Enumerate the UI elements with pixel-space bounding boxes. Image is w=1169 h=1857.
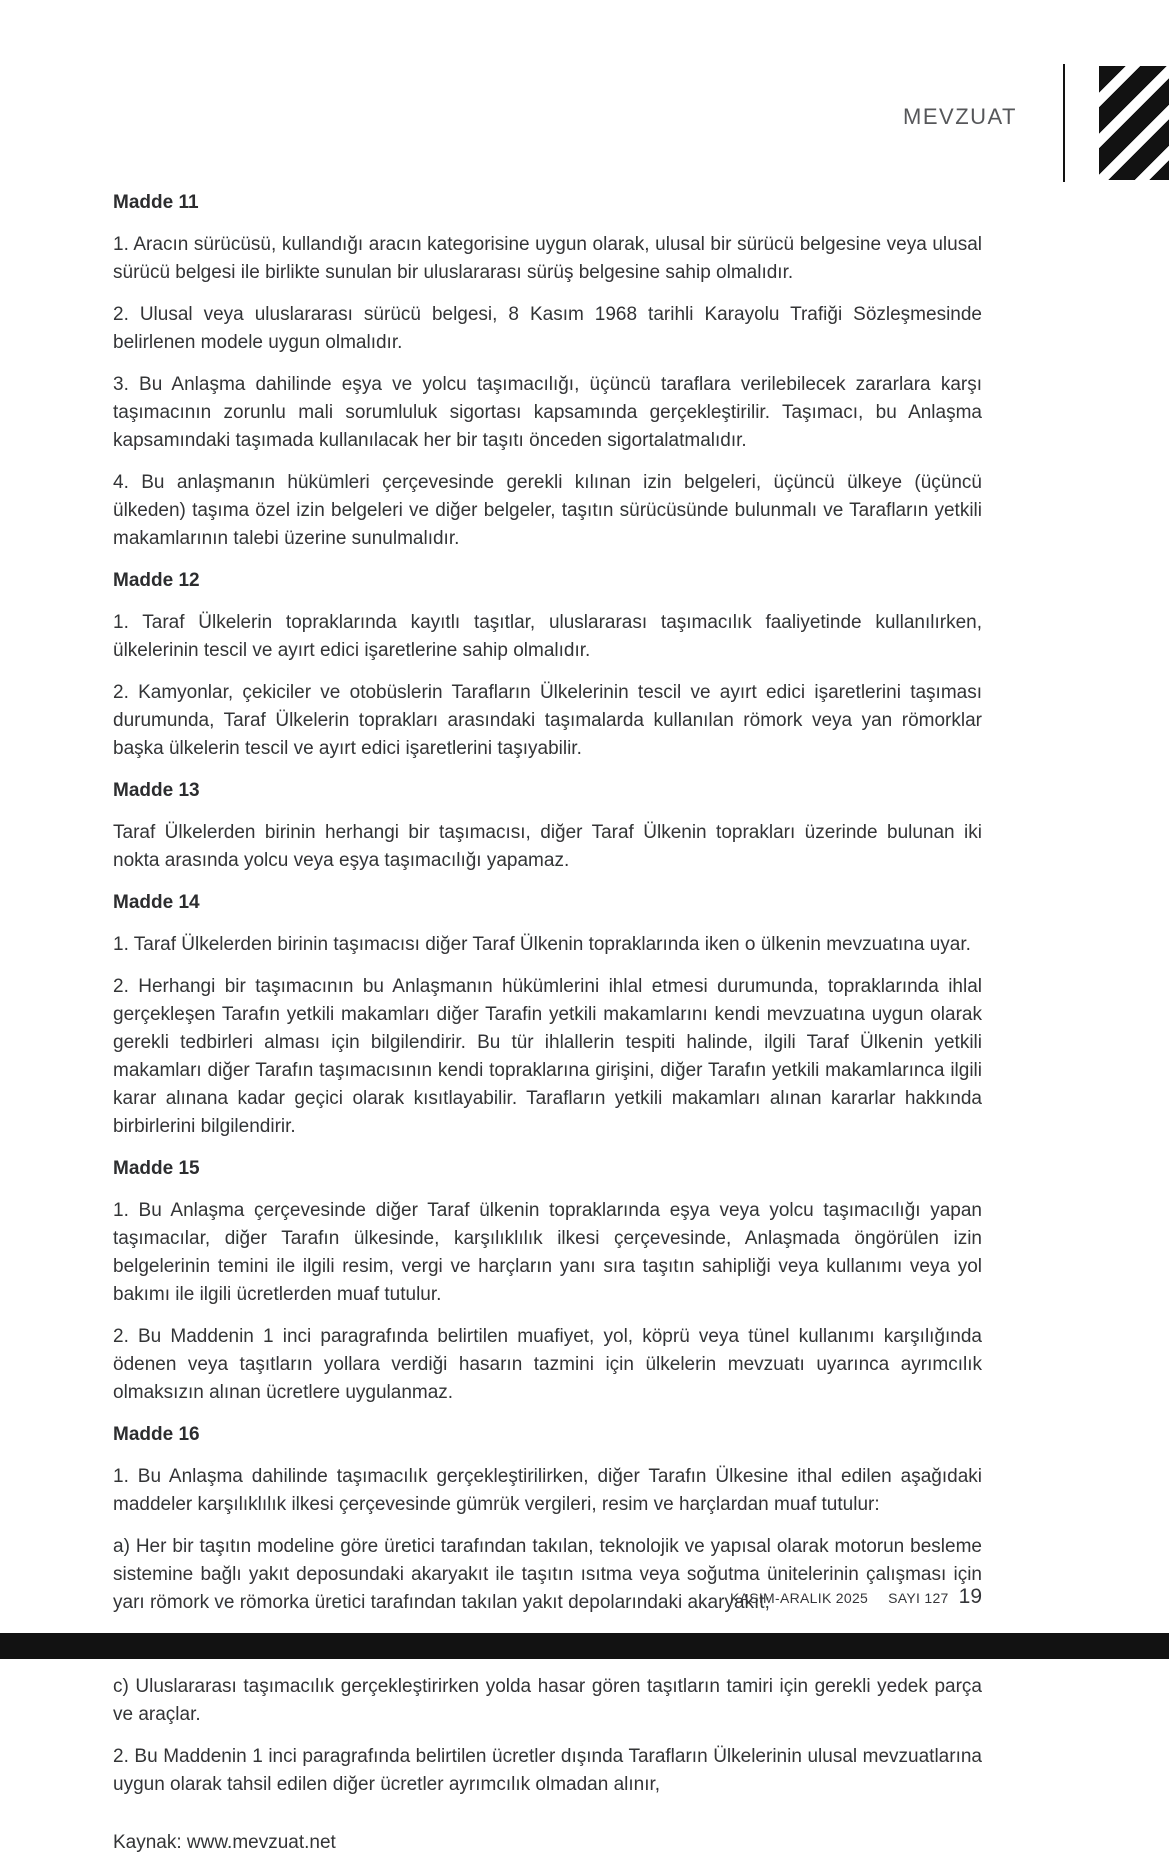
article-paragraph: Taraf Ülkelerden birinin herhangi bir taşımacısı, diğer Taraf Ülkenin toprakları üzerinde bulunan iki nokta arasında yolcu veya eşya taşımacılığı yapamaz. [113,822,982,871]
article-paragraph: 3. Bu Anlaşma dahilinde eşya ve yolcu taşımacılığı, üçüncü taraflara verilebilecek zararlara karşı taşımacının zorunlu mali sorumluluk sigortası kapsamında gerçekleştirilir. Taşımacı, bu Anlaşma kapsamındaki taşımada kullanılacak her bir taşıtı önceden sigortalatmalıdır. [113,374,982,451]
page-footer [730,1585,982,1609]
article-paragraph: 2. Bu Maddenin 1 inci paragrafında belirtilen ücretler dışında Tarafların Ülkelerinin ulusal mevzuatlarına uygun olarak tahsil edilen diğer ücretler ayrımcılık olmadan alınır, [113,1746,982,1795]
article-paragraph: 1. Bu Anlaşma çerçevesinde diğer Taraf ülkenin topraklarında eşya veya yolcu taşımacılığı yapan taşımacılar, diğer Tarafın ülkesinde, karşılıklılık ilkesi çerçevesinde, Anlaşmada öngörülen izin belgelerinin temini ile ilgili resim, vergi ve harçların yanı sıra taşıtın sahipliği veya kullanımı veya yol bakımı ile ilgili ücretlerden muaf tutulur. [113,1200,982,1305]
article-heading: Madde 14 [113,892,200,913]
footer-page-number: 19 [958,1585,982,1608]
article-paragraph: 2. Bu Maddenin 1 inci paragrafında belirtilen muafiyet, yol, köprü veya tünel kullanımı karşılığında ödenen veya taşıtların yollara verdiği hasarın tazmini için ülkelerin mevzuatı uyarınca ayrımcılık olmaksızın alınan ücretlere uygulanmaz. [113,1326,982,1403]
article-heading: Madde 16 [113,1424,200,1445]
article-paragraph: 4. Bu anlaşmanın hükümleri çerçevesinde gerekli kılınan izin belgeleri, üçüncü ülkeye (üçüncü ülkeden) taşıma özel izin belgeleri ve diğer belgeler, taşıtın sürücüsünde bulunmalı ve Tarafların yetkili makamlarının talebi üzerine sunulmalıdır. [113,472,982,549]
article-paragraph: 1. Bu Anlaşma dahilinde taşımacılık gerçekleştirilirken, diğer Tarafın Ülkesine ithal edilen aşağıdaki maddeler karşılıklılık ilkesi çerçevesinde gümrük vergileri, resim ve harçlardan muaf tutulur: [113,1466,982,1515]
article-paragraph: 2. Kamyonlar, çekiciler ve otobüslerin Tarafların Ülkelerinin tescil ve ayırt edici işaretlerini taşıması durumunda, Taraf Ülkelerin toprakları arasındaki taşımalarda kullanılan römork veya yan römorklar başka ülkelerin tescil ve ayırt edici işaretlerini taşıyabilir. [113,682,982,759]
article-paragraph: 1. Aracın sürücüsü, kullandığı aracın kategorisine uygun olarak, ulusal bir sürücü belgesine veya ulusal sürücü belgesi ile birlikte sunulan bir uluslararası sürüş belgesine sahip olmalıdır. [113,234,982,283]
article-heading: Madde 15 [113,1158,200,1179]
diagonal-stripes-logo-icon [1099,66,1169,180]
article-heading: Madde 11 [113,192,199,213]
masthead-divider [1063,64,1065,182]
source-line: Kaynak: www.mevzuat.net [113,1832,336,1853]
article-heading: Madde 12 [113,570,200,591]
bottom-bar [0,1633,1169,1659]
articles-container [113,189,982,1799]
article-paragraph: c) Uluslararası taşımacılık gerçekleştirirken yolda hasar gören taşıtların tamiri için gerekli yedek parça ve araçlar. [113,1676,982,1725]
footer-issue-label: SAYI 127 [888,1590,949,1606]
masthead-title: MEVZUAT [903,104,1017,129]
article-paragraph: 2. Herhangi bir taşımacının bu Anlaşmanın hükümlerini ihlal etmesi durumunda, topraklarında ihlal gerçekleşen Tarafın yetkili makamları diğer Tarafin yetkili makamlarını kendi mevzuatına uygun olarak gerekli tedbirleri alması için bilgilendirir. Bu tür ihlallerin tespiti halinde, ilgili Taraf Ülkenin yetkili makamları diğer Tarafın taşımacısının kendi topraklarına girişini, diğer Tarafın yetkili makamlarınca ilgili karar alınana kadar geçici olarak kısıtlayabilir. Tarafların yetkili makamları alınan kararlar hakkında birbirlerini bilgilendirir. [113,976,982,1137]
footer-issue-date: KASIM-ARALIK 2025 [729,1590,869,1606]
article-paragraph: 2. Ulusal veya uluslararası sürücü belgesi, 8 Kasım 1968 tarihli Karayolu Trafiği Sözleşmesinde belirlenen modele uygun olmalıdır. [113,304,982,353]
article-heading: Madde 13 [113,780,200,801]
article-body [113,0,982,1857]
article-paragraph: 1. Taraf Ülkelerin topraklarında kayıtlı taşıtlar, uluslararası taşımacılık faaliyetinde kullanılırken, ülkelerinin tescil ve ayırt edici işaretlerine sahip olmalıdır. [113,612,982,661]
article-paragraph: a) Her bir taşıtın modeline göre üretici tarafından takılan, teknolojik ve yapısal olarak motorun besleme sistemine bağlı yakıt deposundaki akaryakıt ile taşıtın ısıtma veya soğutma ünitelerinin çalışması için yarı römork ve römorka üretici tarafından takılan yakıt depolarındaki akaryakıt; [113,1536,982,1613]
article-paragraph: 1. Taraf Ülkelerden birinin taşımacısı diğer Taraf Ülkenin topraklarında iken o ülkenin mevzuatına uyar. [113,934,971,955]
